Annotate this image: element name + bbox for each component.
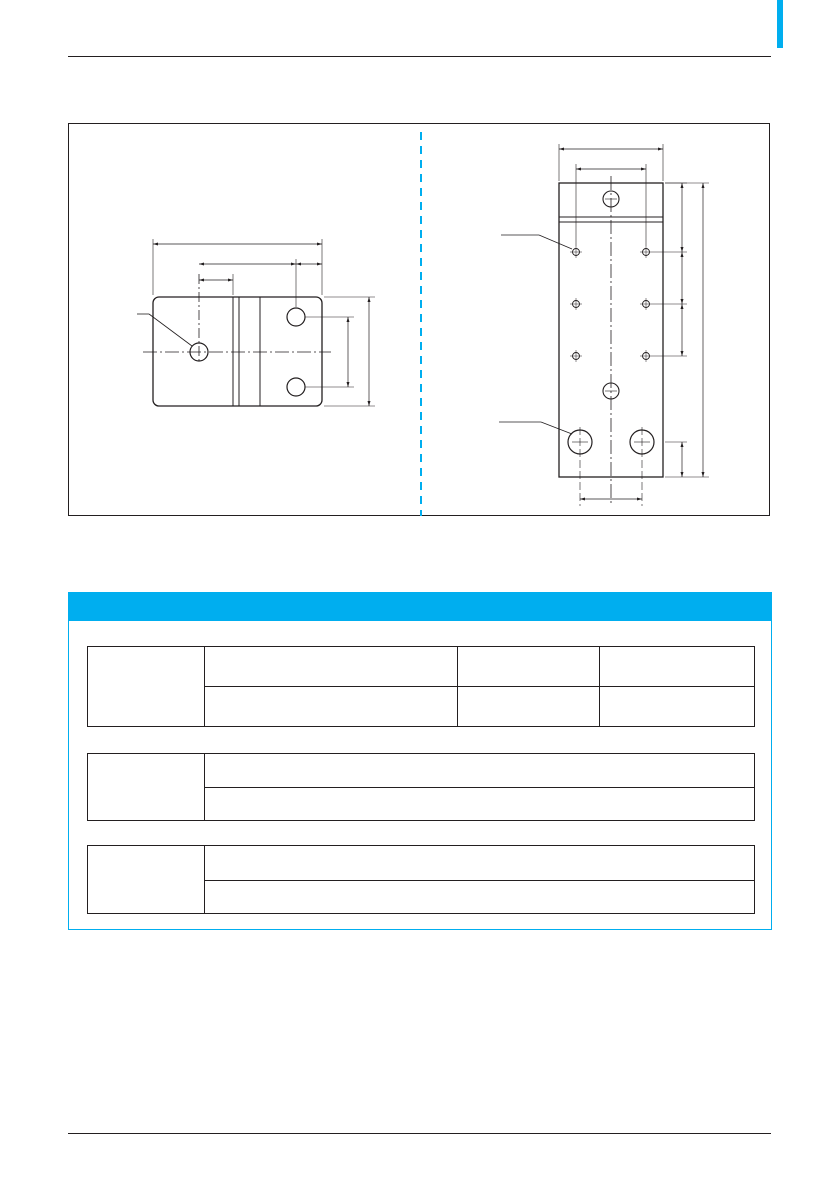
side-view: [137, 239, 375, 406]
side-view-outline: [153, 297, 322, 406]
specification-table-1: [87, 646, 755, 727]
table-cell: [205, 881, 755, 914]
table-cell: [205, 788, 755, 821]
specification-table-2: [87, 753, 755, 821]
table-cell: [205, 754, 755, 788]
specification-panel-header: [69, 593, 771, 621]
table-cell: [205, 846, 755, 881]
side-view-hole: [287, 308, 305, 326]
top-view: [499, 144, 709, 506]
specification-panel: [68, 592, 772, 930]
leader-line: [149, 314, 192, 346]
table-cell: [458, 687, 600, 727]
table-row-label: [88, 846, 205, 914]
technical-drawing-frame: [68, 123, 770, 516]
header-rule: [68, 56, 771, 57]
table-cell: [600, 687, 755, 727]
specification-table-3: [87, 845, 755, 914]
table-cell: [205, 687, 458, 727]
technical-drawing: [69, 124, 771, 517]
table-row-label: [88, 754, 205, 821]
table-cell: [600, 647, 755, 687]
footer-rule: [68, 1133, 771, 1134]
table-row-label: [88, 647, 205, 727]
leader-line: [541, 422, 572, 434]
table-cell: [205, 647, 458, 687]
leader-line: [539, 235, 572, 249]
table-cell: [458, 647, 600, 687]
side-view-hole: [287, 378, 305, 396]
page-edge-tab: [777, 0, 783, 48]
